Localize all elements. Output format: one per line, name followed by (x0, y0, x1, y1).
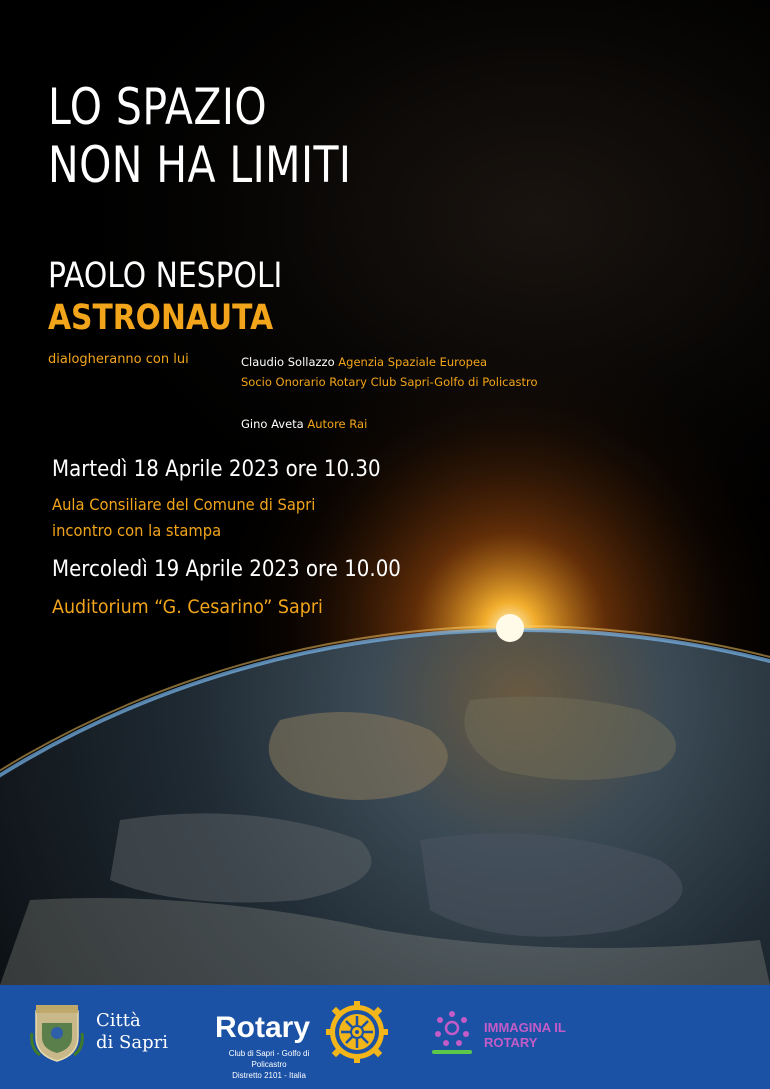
event-title (48, 78, 351, 194)
event-date-1: Martedì 18 Aprile 2023 ore 10.30 (52, 457, 381, 482)
rotary-club-name: Club di Sapri - Golfo di Policastro (228, 1049, 310, 1069)
sapri-logo-text (96, 1010, 168, 1054)
guest-name: Gino Aveta (241, 417, 304, 431)
imagina-rotary-icon (432, 1010, 472, 1054)
sapri-line-1: Città (96, 1010, 141, 1031)
guest-org: Autore Rai (307, 417, 368, 431)
venue-line: incontro con la stampa (52, 521, 222, 540)
speaker-role: ASTRONAUTA (48, 298, 274, 338)
imagina-line-1: IMMAGINA IL (484, 1020, 566, 1035)
imagina-rotary-text (484, 1020, 566, 1050)
rotary-wheel-icon (325, 1000, 389, 1064)
guest-item (241, 414, 538, 434)
guest-org: Agenzia Spaziale Europea (338, 355, 488, 369)
title-line-2: NON HA LIMITI (48, 136, 352, 194)
rotary-club-info (214, 1048, 324, 1081)
guest-item (241, 352, 538, 372)
event-venue-1 (52, 492, 315, 544)
spacer (241, 392, 538, 414)
guest-name: Claudio Sollazzo (241, 355, 335, 369)
speaker-name: PAOLO NESPOLI (48, 256, 283, 296)
event-venue-2: Auditorium “G. Cesarino” Sapri (52, 596, 323, 618)
rotary-logo-text: Rotary (215, 1011, 311, 1044)
dialog-label: dialogheranno con lui (48, 352, 189, 367)
event-date-2: Mercoledì 19 Aprile 2023 ore 10.00 (52, 557, 401, 582)
venue-line: Aula Consiliare del Comune di Sapri (52, 495, 316, 514)
guest-list (241, 352, 538, 434)
title-line-1: LO SPAZIO (48, 78, 268, 136)
guest-item (241, 372, 538, 392)
sapri-crest-icon (30, 1003, 84, 1063)
guest-name: Socio Onorario Rotary Club Sapri-Golfo di Policastro (241, 375, 538, 389)
sapri-line-2: di Sapri (96, 1032, 168, 1053)
imagina-line-2: ROTARY (484, 1035, 538, 1050)
rotary-district: Distretto 2101 - Italia (232, 1071, 306, 1080)
